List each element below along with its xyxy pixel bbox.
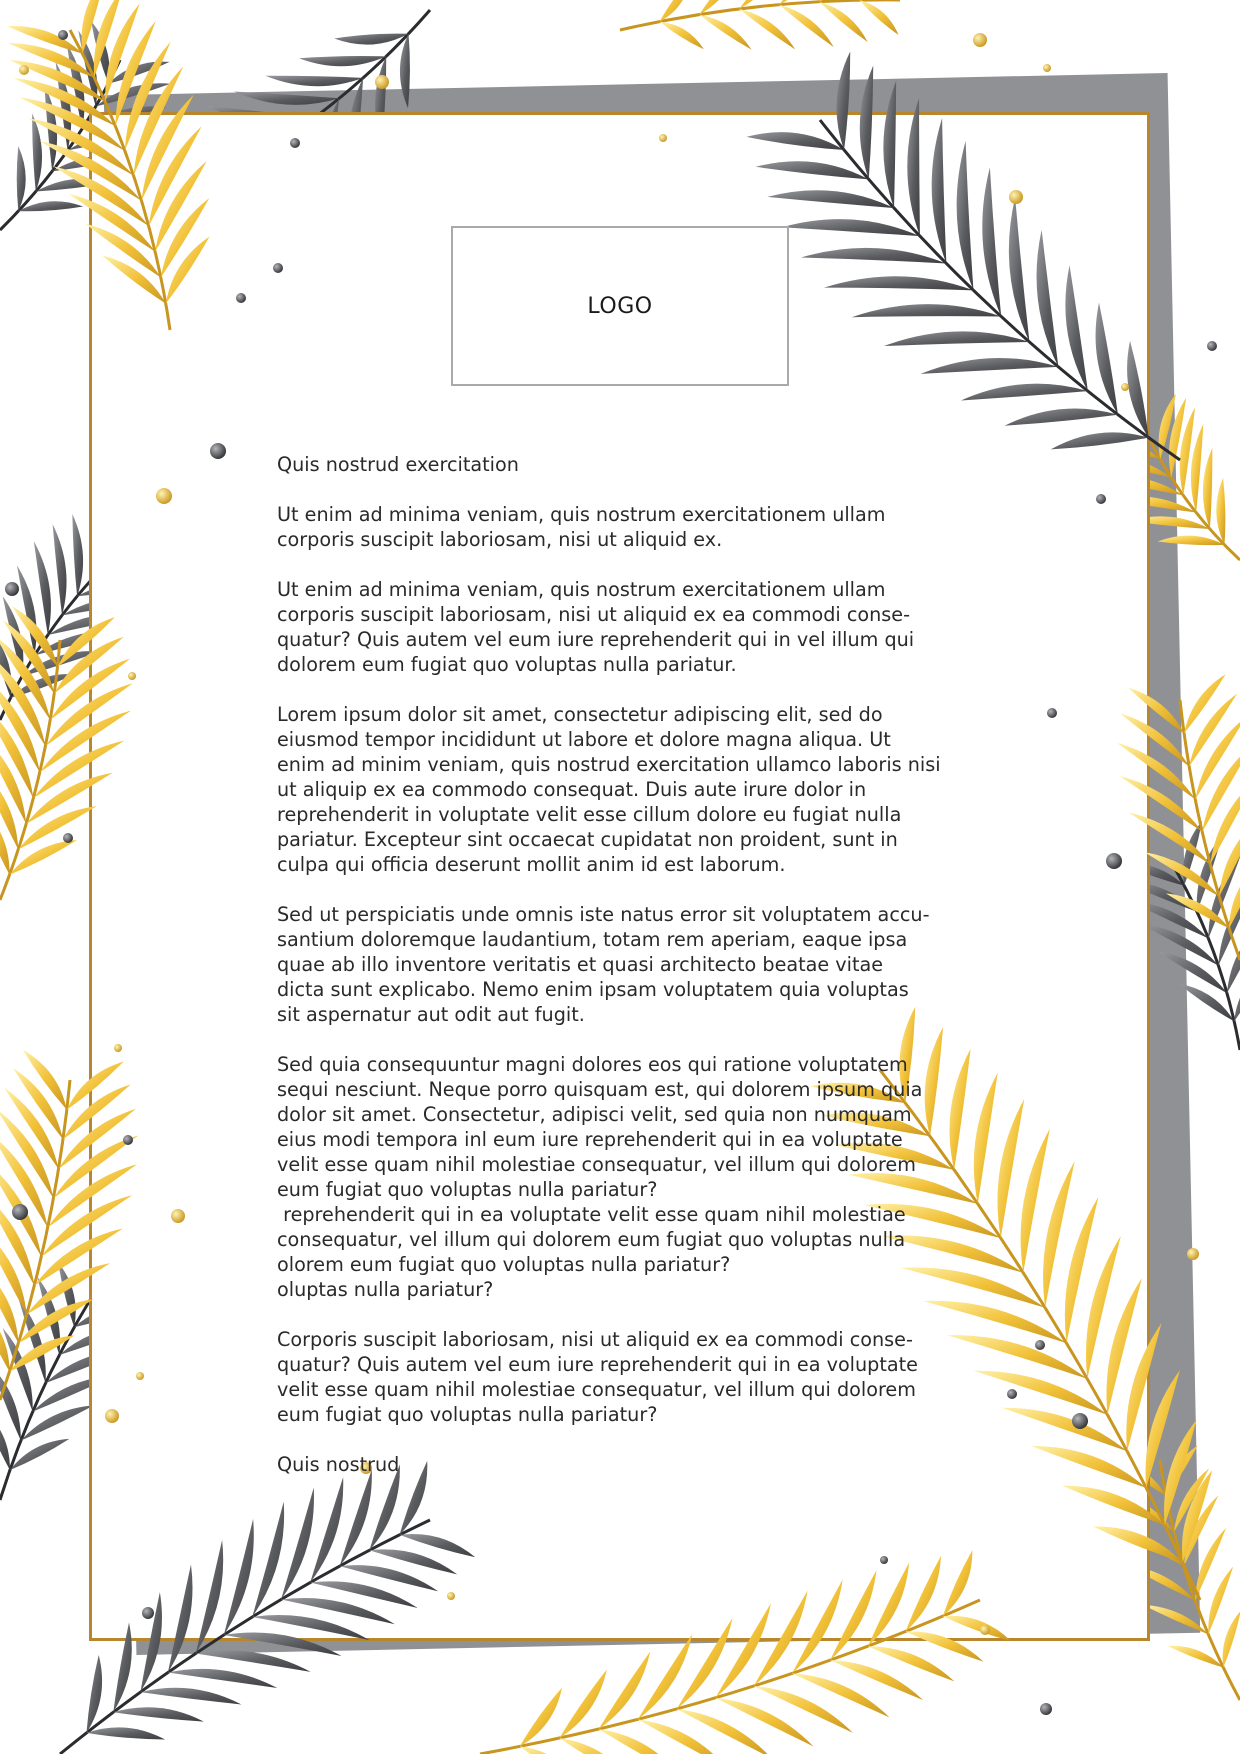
gray-dot — [142, 1607, 154, 1619]
gold-dot — [156, 488, 172, 504]
gray-palm-frond-topright — [746, 52, 1180, 460]
palm-leaflet — [1129, 813, 1211, 865]
gray-dot — [290, 138, 300, 148]
palm-leaflet — [746, 132, 844, 150]
palm-leaflet — [1195, 717, 1240, 799]
letter-paragraphs — [277, 502, 977, 1427]
gold-dot — [171, 1209, 185, 1223]
paragraph-line: Ut enim ad minima veniam, quis nostrum exercitationem ullam — [277, 503, 886, 526]
palm-leaflet — [943, 1616, 1011, 1641]
palm-leaflet — [767, 190, 894, 208]
paragraph-line: pariatur. Excepteur sint occaecat cupidatat non proident, sunt in — [277, 828, 898, 851]
palm-leaflet — [1119, 776, 1202, 832]
palm-leaflet — [1009, 197, 1030, 342]
letter-paragraph — [277, 1327, 977, 1427]
palm-leaflet — [1184, 674, 1226, 733]
letter-closing: Quis nostrud — [277, 1453, 400, 1476]
gray-dot — [880, 1556, 888, 1564]
palm-leaflet — [1182, 1470, 1212, 1562]
palm-leaflet — [1096, 302, 1118, 414]
gold-dot — [136, 1372, 144, 1380]
palm-leaflet — [920, 358, 1058, 374]
gray-dot — [1007, 1389, 1017, 1399]
palm-leaflet — [836, 52, 850, 150]
gray-dot — [1096, 494, 1106, 504]
gold-dot — [105, 1409, 119, 1423]
paragraph-line: dolor sit amet. Consectetur, adipisci velit, sed quia non numquam — [277, 1103, 912, 1126]
paragraph-line: corporis suscipit laboriosam, nisi ut aliquid ex ea commodi conse- — [277, 603, 911, 626]
paragraph-line: Lorem ipsum dolor sit amet, consectetur adipiscing elit, sed do — [277, 703, 883, 726]
paragraph-line: reprehenderit in voluptate velit esse cillum dolore eu fugiat nulla — [277, 803, 902, 826]
paragraph-line: sit aspernatur aut odit aut fugit. — [277, 1003, 585, 1026]
palm-leaflet — [884, 331, 1030, 346]
gray-dot — [1040, 1703, 1052, 1715]
gray-dot — [210, 443, 226, 459]
letter-paragraph — [277, 702, 977, 877]
gray-dot — [5, 582, 19, 596]
paragraph-line: eum fugiat quo voluptas nulla pariatur? — [277, 1403, 658, 1426]
letter-paragraph — [277, 902, 977, 1027]
gray-dot — [1106, 853, 1122, 869]
palm-leaflet — [974, 1073, 998, 1204]
paragraph-line: oluptas nulla pariatur? — [277, 1278, 494, 1301]
palm-leaflet — [961, 384, 1088, 401]
paragraph-line: sequi nesciunt. Neque porro quisquam est, qui dolorem ipsum quia — [277, 1078, 923, 1101]
gold-dot — [114, 1044, 122, 1052]
letter-paragraph — [277, 1052, 977, 1302]
palm-leaflet — [196, 1650, 311, 1671]
gray-dot — [1207, 341, 1217, 351]
paragraph-line: corporis suscipit laboriosam, nisi ut aliquid ex. — [277, 528, 723, 551]
paragraph-line: Corporis suscipit laboriosam, nisi ut aliquid ex ea commodi conse- — [277, 1328, 913, 1351]
gold-dot — [1009, 190, 1023, 204]
paragraph-line: santium doloremque laudantium, totam rem aperiam, eaque ipsa — [277, 928, 908, 951]
palm-leaflet — [801, 248, 946, 264]
gold-dot — [128, 672, 136, 680]
gold-palm-frond-right — [1117, 674, 1240, 960]
paragraph-line: ut aliquip ex ea commodo consequat. Duis aute irure dolor in — [277, 778, 867, 801]
gold-palm-frond-upperleft — [7, 0, 209, 330]
letter-paragraph — [277, 502, 977, 552]
paragraph-line: consequatur, vel illum qui dolorem eum fugiat quo voluptas nulla — [277, 1228, 906, 1251]
palm-leaflet — [140, 1688, 241, 1705]
palm-leaflet — [113, 1707, 204, 1721]
letter-paragraph — [277, 577, 977, 677]
paragraph-line: quae ab illo inventore veritatis et quasi architecto beatae vitae — [277, 953, 884, 976]
palm-leaflet — [168, 1669, 277, 1688]
palm-leaflet — [86, 1727, 165, 1739]
paragraph-line: Ut enim ad minima veniam, quis nostrum exercitationem ullam — [277, 578, 886, 601]
paragraph-line: olorem eum fugiat quo voluptas nulla pariatur? — [277, 1253, 731, 1276]
paragraph-line: eius modi tempora inl eum iure reprehenderit qui in ea voluptate — [277, 1128, 903, 1151]
gray-dot — [123, 1135, 133, 1145]
palm-leaflet — [860, 66, 873, 180]
palm-leaflet — [982, 167, 1001, 316]
gold-palm-frond-lowleft — [0, 1050, 138, 1400]
palm-leaflet — [1037, 230, 1059, 367]
letter-subject: Quis nostrud exercitation — [277, 453, 519, 476]
gray-dot — [1072, 1413, 1088, 1429]
gray-dot — [1047, 708, 1057, 718]
gray-dot — [12, 1204, 28, 1220]
gold-palm-frond-left — [0, 606, 133, 900]
palm-leaflet — [824, 276, 973, 290]
paragraph-line: velit esse quam nihil molestiae consequatur, vel illum qui dolorem — [277, 1378, 916, 1401]
gold-dot — [1187, 1248, 1199, 1260]
gold-dot — [659, 134, 667, 142]
palm-leaflet — [1051, 432, 1149, 449]
palm-leaflet — [782, 219, 920, 236]
palm-leaflet — [520, 1746, 582, 1754]
paragraph-line: velit esse quam nihil molestiae consequatur, vel illum qui dolorem — [277, 1153, 916, 1176]
palm-leaflet — [883, 81, 896, 208]
gold-dot — [19, 65, 29, 75]
paragraph-line: eum fugiat quo voluptas nulla pariatur? — [277, 1178, 658, 1201]
palm-leaflet — [907, 98, 920, 236]
paragraph-line: enim ad minim veniam, quis nostrud exercitation ullamco laboris nisi — [277, 753, 941, 776]
paragraph-line: Sed ut perspiciatis unde omnis iste natus error sit voluptatem accu- — [277, 903, 930, 926]
gray-dot — [1035, 1340, 1045, 1350]
gold-dot — [980, 1625, 990, 1635]
gold-dot — [1121, 383, 1129, 391]
gold-dot — [1043, 64, 1051, 72]
palm-leaflet — [957, 141, 974, 290]
palm-leaflet — [1065, 265, 1087, 391]
paragraph-line: Sed quia consequuntur magni dolores eos qui ratione voluptatem — [277, 1053, 908, 1076]
paragraph-line: quatur? Quis autem vel eum iure reprehenderit qui in vel illum qui — [277, 628, 915, 651]
gray-dot — [273, 263, 283, 273]
palm-leaflet — [1120, 714, 1189, 767]
paragraph-line: dolorem eum fugiat quo voluptas nulla pariatur. — [277, 653, 737, 676]
palm-leaflet — [1005, 408, 1118, 425]
paragraph-line: reprehenderit qui in ea voluptate velit esse quam nihil molestiae — [277, 1203, 906, 1226]
letter-body — [277, 452, 977, 1502]
palm-leaflet — [997, 1099, 1024, 1238]
paragraph-line: culpa qui officia deserunt mollit anim id est laborum. — [277, 853, 786, 876]
gold-dot — [375, 75, 389, 89]
gold-palm-frond-bottom — [480, 1550, 1011, 1754]
gray-dot — [58, 30, 68, 40]
paragraph-line: quatur? Quis autem vel eum iure reprehenderit qui in ea voluptate — [277, 1353, 918, 1376]
logo-label: LOGO — [587, 293, 653, 319]
gray-palm-frond-bottomleft — [60, 1461, 475, 1754]
palm-leaflet — [932, 118, 947, 264]
paragraph-line: eiusmod tempor incididunt ut labore et dolore magna aliqua. Ut — [277, 728, 891, 751]
gold-dot — [447, 1592, 455, 1600]
gray-dot — [63, 833, 73, 843]
gray-dot — [236, 293, 246, 303]
palm-leaflet — [756, 161, 869, 179]
palm-leaflet — [852, 304, 1002, 317]
gold-dot — [973, 33, 987, 47]
paragraph-line: dicta sunt explicabo. Nemo enim ipsam voluptatem quia voluptas — [277, 978, 909, 1001]
logo-placeholder — [451, 226, 789, 386]
